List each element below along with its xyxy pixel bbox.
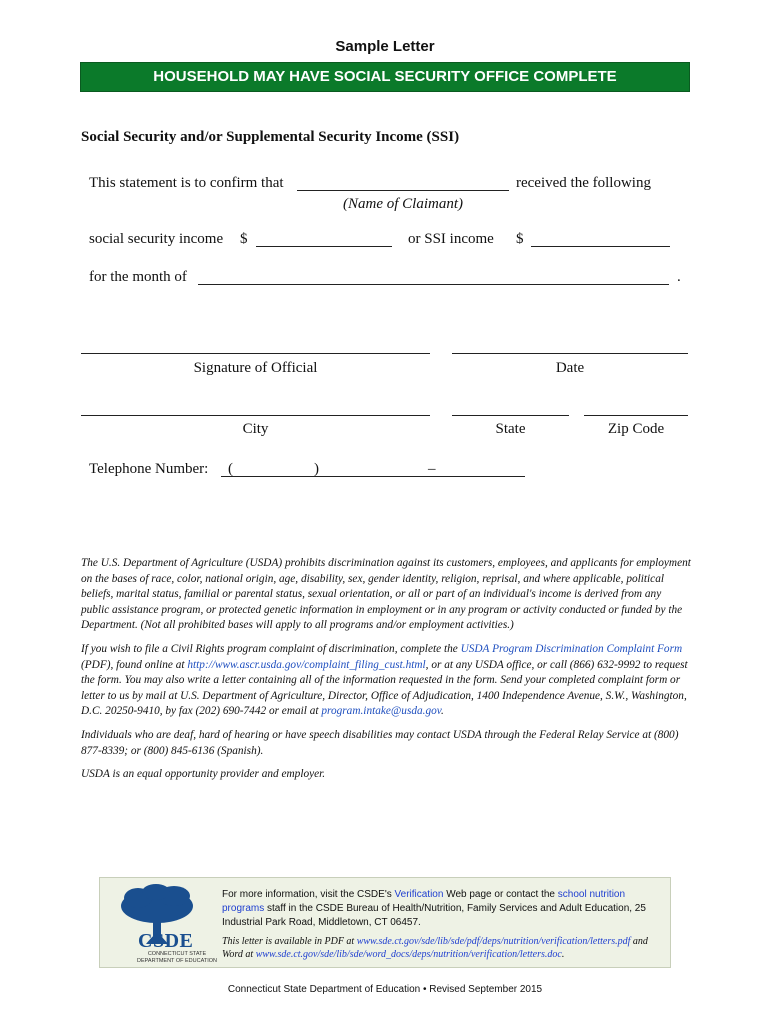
phone-open-paren: ( bbox=[228, 461, 233, 477]
month-label: for the month of bbox=[89, 269, 187, 285]
claimant-name-field[interactable] bbox=[297, 190, 509, 191]
nondiscrimination-statement bbox=[81, 556, 691, 791]
legal-paragraph-2: If you wish to file a Civil Rights program complaint of discrimination, complete the USDA Program Discrimination Complaint Form (PDF), found online at http://www.ascr.usda.gov/complaint_filing_cust.html, or at any USDA office, or call (866) 632-9992 to request the form. You may also write a letter containing all of the information requested in the form. Send your completed complaint form or letter to us by mail at U.S. Department of Agriculture, Director, Office of Adjudication, 1400 Independence Avenue, S.W., Washington, D.C. 20250-9410, by fax (202) 690-7442 or email at program.intake@usda.gov. bbox=[81, 642, 688, 718]
telephone-label: Telephone Number: bbox=[89, 461, 209, 477]
ssi-income-field[interactable] bbox=[531, 246, 670, 247]
ssi-label: or SSI income bbox=[408, 231, 494, 247]
verification-link[interactable]: Verification bbox=[394, 889, 444, 900]
state-label: State bbox=[495, 421, 526, 437]
city-label: City bbox=[242, 421, 269, 437]
info-box bbox=[99, 877, 671, 968]
legal-paragraph-3: Individuals who are deaf, hard of hearing or have speech disabilities may contact USDA through the Federal Relay Service at (800) 877-8339; or (800) 845-6136 (Spanish). bbox=[81, 728, 679, 757]
banner-text: HOUSEHOLD MAY HAVE SOCIAL SECURITY OFFICE COMPLETE bbox=[153, 68, 617, 85]
signature-field[interactable] bbox=[81, 353, 430, 354]
program-intake-email-link[interactable]: program.intake@usda.gov bbox=[321, 705, 441, 718]
info-box-availability: This letter is available in PDF at www.sde.ct.gov/sde/lib/sde/pdf/deps/nutrition/verification/letters.pdf and Word at www.sde.ct.gov/sde/lib/sde/word_docs/deps/nutrition/verification/letters.doc. bbox=[222, 936, 648, 960]
word-letter-link[interactable]: www.sde.ct.gov/sde/lib/sde/word_docs/deps/nutrition/verification/letters.doc bbox=[255, 949, 562, 960]
dollar-sign-1: $ bbox=[240, 231, 248, 247]
telephone-field[interactable] bbox=[221, 476, 525, 477]
ss-income-label: social security income bbox=[89, 231, 224, 247]
ss-income-field[interactable] bbox=[256, 246, 392, 247]
phone-dash: – bbox=[428, 461, 436, 477]
confirm-suffix: received the following bbox=[516, 175, 651, 191]
zip-field[interactable] bbox=[584, 415, 688, 416]
page-title: Sample Letter bbox=[335, 38, 435, 55]
confirm-prefix: This statement is to confirm that bbox=[89, 175, 284, 191]
date-field[interactable] bbox=[452, 353, 688, 354]
dollar-sign-2: $ bbox=[516, 231, 524, 247]
info-box-text: For more information, visit the CSDE's Verification Web page or contact the school nutrition programs staff in the CSDE Bureau of Health/Nutrition, Family Services and Adult Education, 25 Industrial Park Road, Middletown, CT 06457. bbox=[222, 889, 646, 928]
complaint-form-link[interactable]: USDA Program Discrimination Complaint Form bbox=[460, 642, 683, 655]
pdf-letter-link[interactable]: www.sde.ct.gov/sde/lib/sde/pdf/deps/nutrition/verification/letters.pdf bbox=[356, 936, 631, 947]
page-footer: Connecticut State Department of Education • Revised September 2015 bbox=[227, 984, 543, 995]
complaint-url-link[interactable]: http://www.ascr.usda.gov/complaint_filing_cust.html bbox=[187, 658, 426, 671]
zip-label: Zip Code bbox=[607, 421, 665, 437]
month-period: . bbox=[677, 269, 681, 285]
legal-paragraph-1: The U.S. Department of Agriculture (USDA) prohibits discrimination against its customers, employees, and applicants for employment on the bases of race, color, national origin, age, disability, sex, gender identity, religion, reprisal, and where applicable, political beliefs, marital status, familial or parental status, sexual orientation, or all or part of an individual's income is derived from any public assistance program, or protected genetic information in employment or in any program or activity conducted or funded by the Department. (Not all prohibited bases will apply to all programs and/or employment activities.) bbox=[81, 557, 691, 632]
state-field[interactable] bbox=[452, 415, 569, 416]
phone-close-paren: ) bbox=[314, 461, 319, 477]
legal-paragraph-4: USDA is an equal opportunity provider and employer. bbox=[81, 768, 326, 781]
signature-label: Signature of Official bbox=[193, 360, 318, 376]
section-heading: Social Security and/or Supplemental Security Income (SSI) bbox=[81, 129, 460, 145]
date-label: Date bbox=[555, 360, 585, 376]
month-field[interactable] bbox=[198, 284, 669, 285]
city-field[interactable] bbox=[81, 415, 430, 416]
claimant-caption: (Name of Claimant) bbox=[343, 196, 463, 212]
csde-logo-text: CSDE bbox=[138, 930, 194, 952]
csde-logo-subtitle: CONNECTICUT STATE DEPARTMENT OF EDUCATION bbox=[137, 951, 217, 964]
banner bbox=[80, 62, 690, 92]
school-nutrition-link[interactable]: school nutrition programs bbox=[222, 889, 626, 914]
